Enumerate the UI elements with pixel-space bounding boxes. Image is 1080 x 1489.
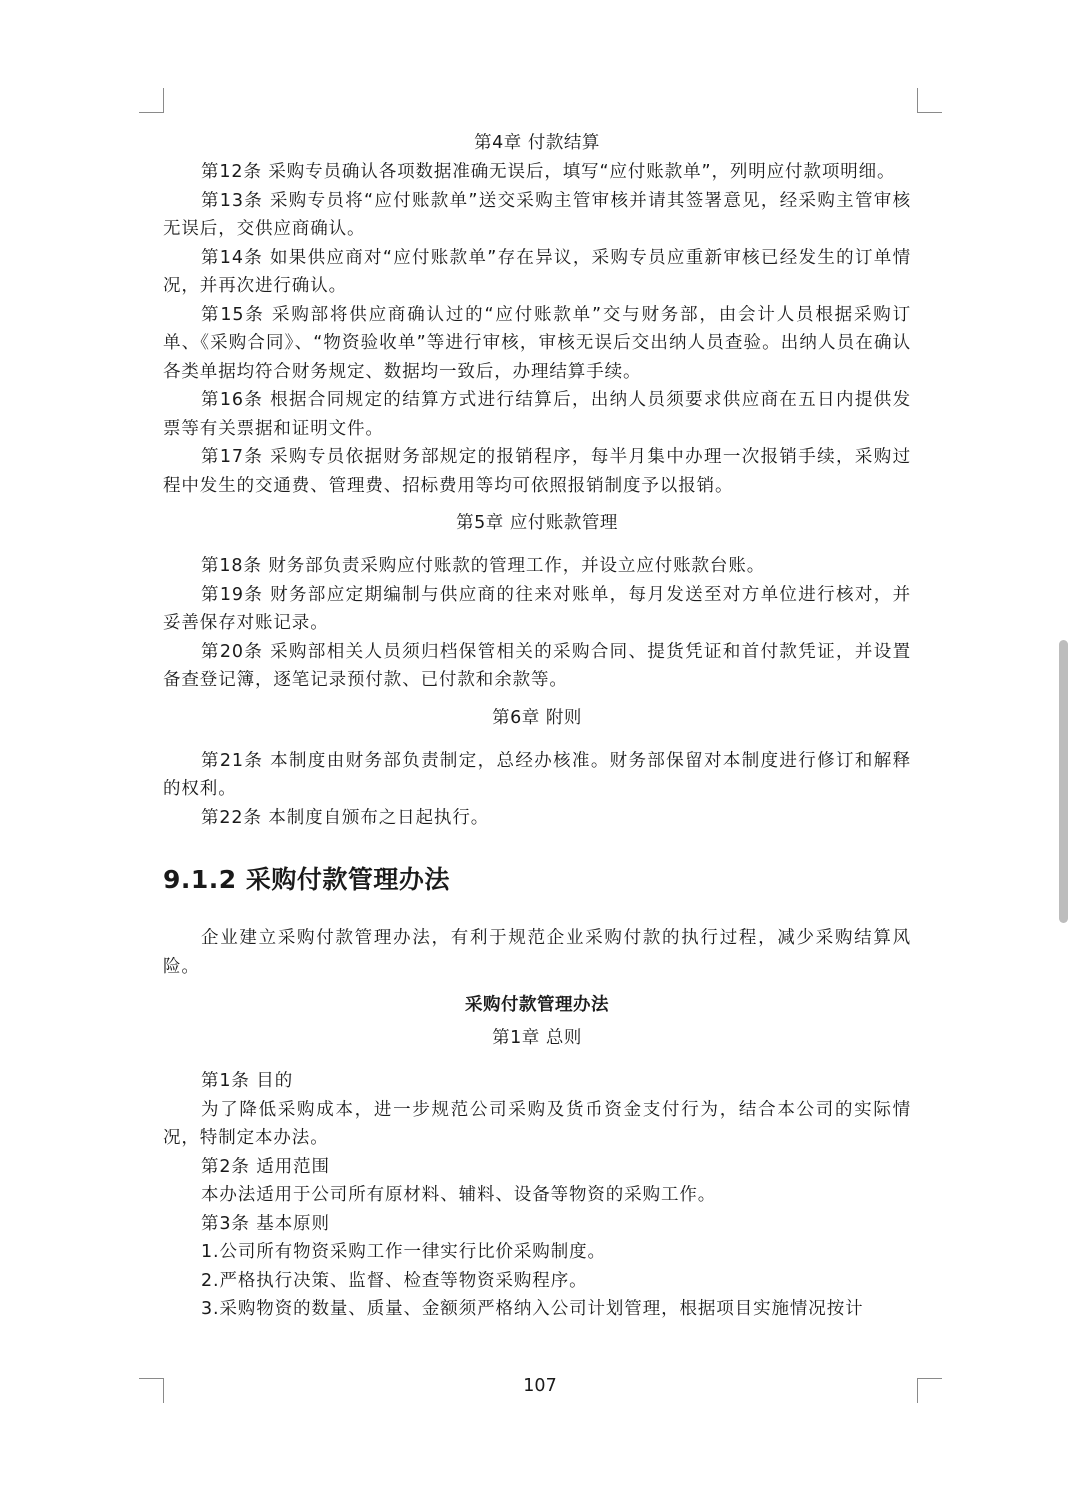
article-14: 第14条 如果供应商对“应付账款单”存在异议，采购专员应重新审核已经发生的订单情况，并再次进行确认。 bbox=[163, 247, 911, 296]
article-20: 第20条 采购部相关人员须归档保管相关的采购合同、提货凭证和首付款凭证，并设置备查登记簿，逐笔记录预付款、已付款和余款等。 bbox=[163, 641, 911, 690]
article-16: 第16条 根据合同规定的结算方式进行结算后，出纳人员须要求供应商在五日内提供发票等有关票据和证明文件。 bbox=[163, 390, 911, 439]
crop-mark-top-left bbox=[139, 88, 164, 113]
scrollbar-thumb[interactable] bbox=[1059, 640, 1068, 923]
article-2-title: 第2条 适用范围 bbox=[201, 1156, 330, 1177]
document-title: 采购付款管理办法 bbox=[465, 995, 609, 1015]
chapter-4-title: 第4章 付款结算 bbox=[474, 133, 600, 153]
article-1-body: 为了降低采购成本，进一步规范公司采购及货币资金支付行为，结合本公司的实际情况，特制定本办法。 bbox=[163, 1099, 911, 1148]
chapter-1-title: 第1章 总则 bbox=[492, 1028, 582, 1048]
article-3-item-3: 3.采购物资的数量、质量、金额须严格纳入公司计划管理，根据项目实施情况按计 bbox=[201, 1299, 864, 1319]
article-3-title: 第3条 基本原则 bbox=[201, 1213, 330, 1234]
article-3-item-1: 1.公司所有物资采购工作一律实行比价采购制度。 bbox=[201, 1242, 606, 1262]
article-3-item-2: 2.严格执行决策、监督、检查等物资采购程序。 bbox=[201, 1270, 588, 1291]
page-number: 107 bbox=[523, 1376, 557, 1396]
chapter-6-title: 第6章 附则 bbox=[492, 707, 582, 728]
section-heading: 9.1.2 采购付款管理办法 bbox=[163, 865, 450, 894]
article-19: 第19条 财务部应定期编制与供应商的往来对账单，每月发送至对方单位进行核对，并妥善保存对账记录。 bbox=[163, 584, 911, 633]
article-1-title: 第1条 目的 bbox=[201, 1071, 294, 1091]
crop-mark-top-right bbox=[917, 88, 942, 113]
article-22: 第22条 本制度自颁布之日起执行。 bbox=[201, 807, 490, 828]
article-15: 第15条 采购部将供应商确认过的“应付账款单”交与财务部，由会计人员根据采购订单、《采购合同》、“物资验收单”等进行审核，审核无误后交出纳人员查验。出纳人员在确认各类单据均符合财务规定、数据均一致后，办理结算手续。 bbox=[163, 304, 911, 382]
article-18: 第18条 财务部负责采购应付账款的管理工作，并设立应付账款台账。 bbox=[201, 556, 766, 576]
article-21: 第21条 本制度由财务部负责制定，总经办核准。财务部保留对本制度进行修订和解释的权利。 bbox=[163, 750, 911, 799]
article-13: 第13条 采购专员将“应付账款单”送交采购主管审核并请其签署意见，经采购主管审核无误后，交供应商确认。 bbox=[163, 190, 911, 239]
article-2-body: 本办法适用于公司所有原材料、辅料、设备等物资的采购工作。 bbox=[201, 1185, 717, 1205]
article-17: 第17条 采购专员依据财务部规定的报销程序，每半月集中办理一次报销手续，采购过程中发生的交通费、管理费、招标费用等均可依照报销制度予以报销。 bbox=[163, 447, 911, 496]
chapter-5-title: 第5章 应付账款管理 bbox=[456, 513, 618, 533]
section-intro: 企业建立采购付款管理办法，有利于规范企业采购付款的执行过程，减少采购结算风险。 bbox=[163, 928, 911, 977]
article-12: 第12条 采购专员确认各项数据准确无误后，填写“应付账款单”，列明应付款项明细。 bbox=[201, 162, 896, 182]
page-content bbox=[163, 124, 911, 1324]
